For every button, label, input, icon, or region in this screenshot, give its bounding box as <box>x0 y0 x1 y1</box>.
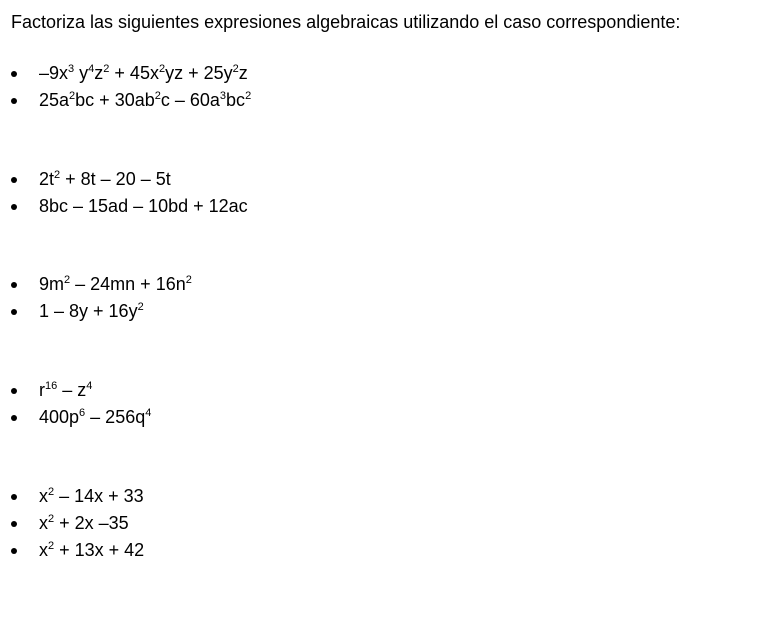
expression: $400p^6 - 256q^4$ <box>39 407 152 427</box>
expression: $r^{16} - z^4$ <box>39 380 93 400</box>
bullet-icon <box>11 87 21 114</box>
bullet-icon <box>11 271 21 298</box>
list-item <box>0 271 768 298</box>
bullet-icon <box>11 510 21 537</box>
expression: $x^2 + 2x$ –35 <box>39 513 129 533</box>
expression: $25a^2bc + 30ab^2c - 60a^3bc^2$ <box>39 90 252 110</box>
list-item <box>0 193 768 220</box>
expression-group-2 <box>0 166 768 220</box>
expression-group-5 <box>0 483 768 564</box>
bullet-icon <box>11 60 21 87</box>
page-title: Factoriza las siguientes expresiones algebraicas utilizando el caso correspondiente: <box>11 12 681 32</box>
list-item <box>0 510 768 537</box>
list-item <box>0 483 768 510</box>
list-item <box>0 60 768 87</box>
bullet-icon <box>11 404 21 431</box>
expression: $1 - 8y + 16y^2$ <box>39 301 144 321</box>
bullet-icon <box>11 483 21 510</box>
list-item <box>0 537 768 564</box>
list-item <box>0 87 768 114</box>
list-item <box>0 166 768 193</box>
expression: 8bc – 15ad – 10bd + 12ac <box>39 196 248 216</box>
bullet-icon <box>11 193 21 220</box>
list-item <box>0 298 768 325</box>
bullet-icon <box>11 377 21 404</box>
expression: $9m^2 - 24mn + 16n^2$ <box>39 274 192 294</box>
expression-group-3 <box>0 271 768 325</box>
expression: $-9x^3$ $y^4z^2 + 45x^2yz + 25y^2z$ <box>39 63 248 83</box>
bullet-icon <box>11 166 21 193</box>
expression-group-1 <box>0 60 768 114</box>
expression: $x^2 + 13x + 42$ <box>39 540 145 560</box>
bullet-icon <box>11 537 21 564</box>
bullet-icon <box>11 298 21 325</box>
expression-group-4 <box>0 377 768 431</box>
list-item <box>0 404 768 431</box>
expression: $2t^2 + 8t - 20 - 5t$ <box>39 169 171 189</box>
list-item <box>0 377 768 404</box>
expression: $x^2 - 14x + 33$ <box>39 486 144 506</box>
